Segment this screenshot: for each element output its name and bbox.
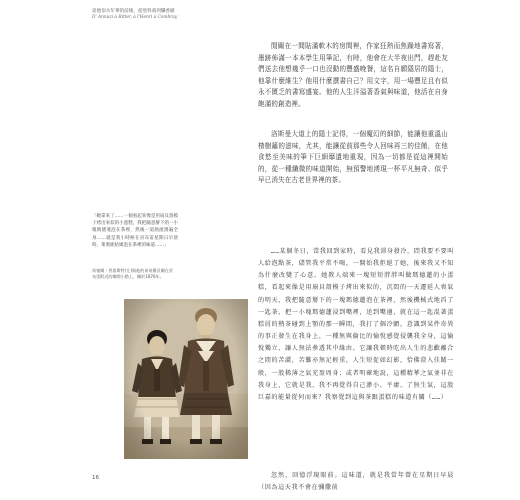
photo-caption: 馬塞爾・普魯斯特(左)與他的弟弟羅貝爾在貢布雷附近的鄉間小路上，攝於1876年。 <box>92 268 173 280</box>
paragraph-text: 忽然，回憶浮現眼前。這味道，就是我當年曾在星期日早晨（因為這天我不會在彌撒前 <box>258 472 454 492</box>
page-number: 16 <box>92 475 99 481</box>
paragraph-text: 洛斯曼大道上的隱士記得，一個魔幻的細節，能讓他重溫山楂樹籬的滋味，尤其，能讓從前那些令人回味再三的佳餚，在他食慾至美味的筆下巨細靡遺地重現，因為一切都是從這裡開始的，從一種纖微的味道開始，無預警地湧現一杯平凡無奇、似乎早已消失在古老世界裡的茶。 <box>258 130 448 185</box>
body-paragraph-2 <box>258 129 448 187</box>
running-head <box>92 9 292 21</box>
running-head-chinese: 追憶似水年華的前後，從塗料商到爛香歐 <box>92 9 175 14</box>
pull-quote: 「她拿來了……一個看起來像是用扇貝殼模子烤出來似的小蛋糕，我把隨意掰下的一小塊瑪德蓮泡在茶裡，然後一道熱流湧遍全身……就是我小時候在貢布雷星期日早晨時，萊奧妮姑媽泡在茶裡的味道……」 <box>92 214 178 248</box>
quoted-passage-text: ……某個冬日，當我回到家時，看見我渾身發冷，問我要不要叫人給泡點茶，儘管我平常不喝，一開始我拒絕了她，後來我又不知為什麼改變了心意。她教人端來一塊短短胖胖叫做瑪德蓮的小蛋糕，看起來像是用扇貝殼模子烤出來似的，沉悶的一天遷延人喪氣的明天，我把隨意掰下的一塊瑪德蓮泡在茶裡，然後機械式地舀了一匙茶，把一小塊瑪德蓮浸到嘴裡，送到嘴邊，就在這一匙混著蛋糕屑的熱茶碰到上顎的那一瞬間，我打了個冷顫，意識到某件奇異的事正發生在我身上，一種無與倫比的愉悅感覺侵襲我全身，這愉悅獨立，讓人無法參透其中緣由。它讓我頓時吃出人生的悲歡離合之間的苦澀，苦難亦無足輕重，人生短促如幻影，恰佛澄入佳餚一般，一股稀薄之氣充盈周身；或者明確地說，這種精華之氣並非在我身上，它就是我，我不再覺得自己渺小、平庸、了無生氣，這股巨嘉的能量從何而來？我察覺到這與茶跟蛋糕的味道有關（……） <box>258 248 454 401</box>
vintage-photograph <box>124 299 248 459</box>
quoted-passage <box>258 246 454 404</box>
body-paragraph-1 <box>258 41 448 111</box>
running-head-french: D' Annuzi à Ritter, à l'Henri à Combray <box>92 15 178 20</box>
two-boys-illustration <box>124 299 248 459</box>
body-paragraph-4 <box>258 470 454 494</box>
paragraph-text: 閒關在一間貼滿軟木的房間裡，作家狂熱而焦躁地書寫著，墨跡佈滿一本本學生用筆記，有時，他會在大半夜出門，趕赴友們送去他想幾乎一口也沒動的豐盛晚餐，這名自願隱居的隱士，他靠什麼維生？他用什麼撰書自己？用文字，用一場豐足且有似永不匱乏的書寫盛宴。他的人生洋溢著香氣與味道，他活在自身飽滿的創造裡。 <box>258 42 448 108</box>
